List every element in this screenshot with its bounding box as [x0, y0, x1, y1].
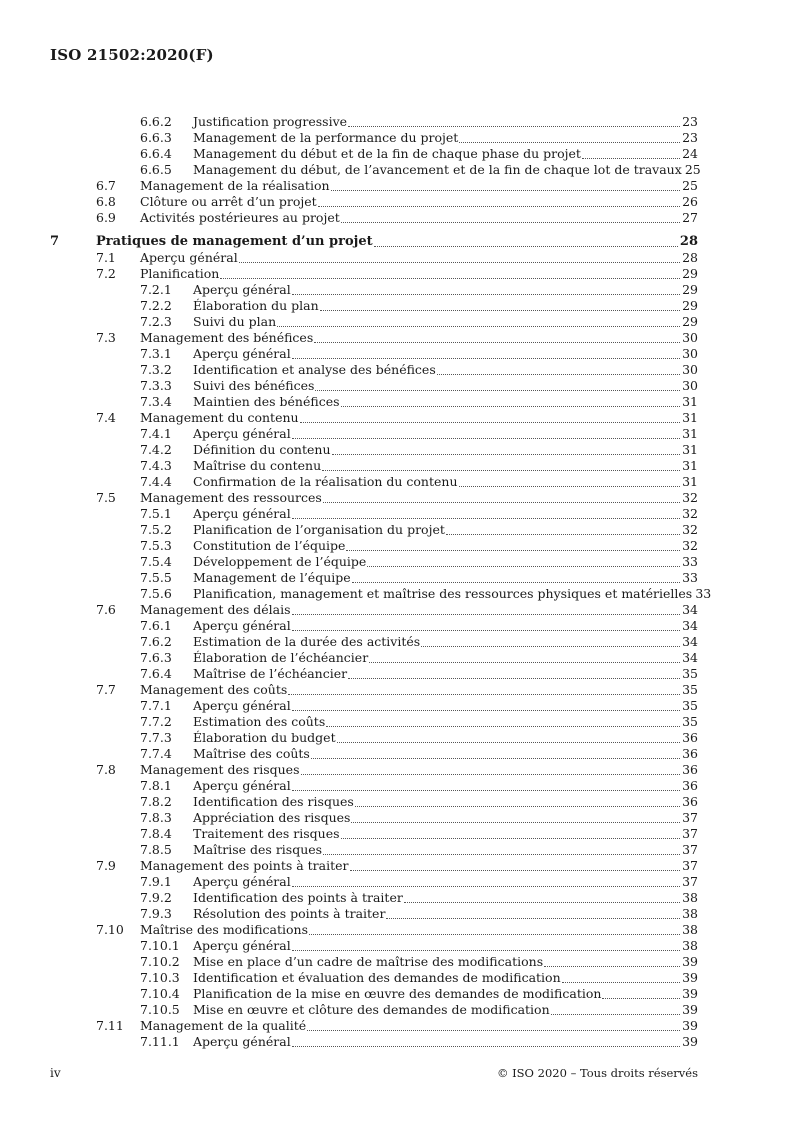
toc-entry-page: 31 [682, 394, 698, 409]
toc-entry[interactable] [50, 922, 698, 938]
toc-entry-number: 7.5.3 [140, 538, 172, 553]
toc-entry-number: 7.10.4 [140, 986, 180, 1001]
toc-entry-number: 7.10.1 [140, 938, 180, 953]
dot-leader [346, 550, 680, 551]
toc-entry-page: 32 [682, 490, 698, 505]
toc-entry-page: 36 [682, 746, 698, 761]
toc-entry-title: Traitement des risques [193, 826, 340, 841]
dot-leader [288, 694, 680, 695]
toc-entry-title: Identification des points à traiter [193, 890, 403, 905]
toc-entry-page: 38 [682, 906, 698, 921]
dot-leader [323, 854, 680, 855]
toc-entry-title: Management du début et de la fin de chaque phase du projet [193, 146, 581, 161]
toc-entry-number: 7.4.4 [140, 474, 172, 489]
toc-entry-title: Planification de la mise en œuvre des demandes de modification [193, 986, 602, 1001]
toc-entry-page: 37 [682, 842, 698, 857]
toc-entry-title: Aperçu général [193, 346, 291, 361]
toc-entry-title: Identification des risques [193, 794, 354, 809]
dot-leader [341, 838, 680, 839]
toc-entry-number: 7.8.4 [140, 826, 172, 841]
toc-entry-number: 7.9 [96, 858, 116, 873]
toc-entry-number: 7.10 [96, 922, 124, 937]
toc-entry[interactable] [50, 330, 698, 346]
toc-entry-page: 36 [682, 730, 698, 745]
toc-entry[interactable] [50, 730, 698, 746]
toc-entry-page: 31 [682, 474, 698, 489]
toc-entry-page: 39 [682, 1002, 698, 1017]
table-of-contents [50, 114, 712, 1050]
toc-entry-title: Mise en œuvre et clôture des demandes de modification [193, 1002, 550, 1017]
toc-entry[interactable] [50, 114, 698, 130]
page-number: iv [50, 1066, 61, 1080]
toc-entry-page: 39 [682, 986, 698, 1001]
dot-leader [292, 1046, 680, 1047]
toc-entry-page: 33 [682, 570, 698, 585]
toc-entry-title: Management de la performance du projet [193, 130, 459, 145]
toc-entry[interactable] [50, 666, 698, 682]
toc-entry-page: 34 [682, 618, 698, 633]
toc-entry-number: 7.7.3 [140, 730, 172, 745]
dot-leader [314, 342, 680, 343]
toc-entry[interactable] [50, 874, 698, 890]
toc-entry-title: Planification [140, 266, 220, 281]
toc-entry[interactable] [50, 682, 698, 698]
toc-entry[interactable] [50, 282, 698, 298]
toc-entry[interactable] [50, 826, 698, 842]
toc-entry[interactable] [50, 954, 698, 970]
toc-entry[interactable] [50, 778, 698, 794]
toc-entry-title: Aperçu général [140, 250, 238, 265]
toc-entry[interactable] [50, 458, 698, 474]
toc-entry-title: Appréciation des risques [193, 810, 351, 825]
toc-entry-page: 34 [682, 634, 698, 649]
toc-entry-number: 7.8.5 [140, 842, 172, 857]
toc-entry-page: 32 [682, 522, 698, 537]
toc-entry[interactable] [50, 266, 698, 282]
toc-entry[interactable] [50, 234, 698, 250]
toc-entry[interactable] [50, 586, 712, 602]
toc-entry-page: 35 [682, 682, 698, 697]
dot-leader [582, 158, 680, 159]
toc-entry[interactable] [50, 410, 698, 426]
dot-leader [220, 278, 680, 279]
toc-entry-number: 6.6.5 [140, 162, 172, 177]
dot-leader [292, 630, 680, 631]
toc-entry-page: 27 [682, 210, 698, 225]
toc-entry[interactable] [50, 442, 698, 458]
toc-entry-title: Aperçu général [193, 698, 291, 713]
toc-entry[interactable] [50, 650, 698, 666]
toc-entry[interactable] [50, 858, 698, 874]
toc-entry-title: Management des coûts [140, 682, 288, 697]
dot-leader [355, 806, 680, 807]
toc-entry-title: Maîtrise de l’échéancier [193, 666, 348, 681]
dot-leader [337, 742, 680, 743]
toc-entry-number: 7.3.3 [140, 378, 172, 393]
toc-entry-title: Identification et analyse des bénéfices [193, 362, 436, 377]
dot-leader [292, 358, 680, 359]
toc-entry[interactable] [50, 314, 698, 330]
dot-leader [386, 918, 680, 919]
dot-leader [404, 902, 680, 903]
toc-entry-title: Identification et évaluation des demandes de modification [193, 970, 561, 985]
toc-entry-title: Management des bénéfices [140, 330, 314, 345]
toc-entry-page: 33 [682, 554, 698, 569]
toc-entry-number: 7.9.1 [140, 874, 172, 889]
dot-leader [459, 142, 680, 143]
toc-entry-title: Aperçu général [193, 426, 291, 441]
dot-leader [292, 438, 680, 439]
toc-entry[interactable] [50, 890, 698, 906]
toc-entry[interactable] [50, 1034, 698, 1050]
toc-entry-number: 7.7.1 [140, 698, 172, 713]
toc-entry-number: 7.2.2 [140, 298, 172, 313]
toc-entry[interactable] [50, 970, 698, 986]
toc-entry-number: 7.10.5 [140, 1002, 180, 1017]
dot-leader [292, 790, 680, 791]
toc-entry-title: Activités postérieures au projet [140, 210, 340, 225]
toc-entry-number: 7.4.3 [140, 458, 172, 473]
toc-entry-title: Résolution des points à traiter [193, 906, 386, 921]
toc-entry[interactable] [50, 634, 698, 650]
toc-entry[interactable] [50, 146, 698, 162]
toc-entry[interactable] [50, 178, 698, 194]
toc-entry-number: 7.11 [96, 1018, 124, 1033]
toc-entry-title: Management des risques [140, 762, 300, 777]
toc-entry-title: Planification, management et maîtrise des ressources physiques et matérielles [193, 586, 693, 601]
toc-entry-page: 31 [682, 410, 698, 425]
dot-leader [239, 262, 680, 263]
dot-leader [341, 406, 680, 407]
toc-entry-title: Estimation de la durée des activités [193, 634, 421, 649]
toc-entry-page: 26 [682, 194, 698, 209]
dot-leader [341, 222, 680, 223]
toc-entry[interactable] [50, 794, 698, 810]
toc-entry-number: 6.6.3 [140, 130, 172, 145]
dot-leader [300, 422, 680, 423]
toc-entry[interactable] [50, 474, 698, 490]
dot-leader [292, 294, 680, 295]
toc-entry[interactable] [50, 130, 698, 146]
toc-entry-number: 7.6.2 [140, 634, 172, 649]
toc-entry-number: 7.8.3 [140, 810, 172, 825]
toc-entry-page: 38 [682, 890, 698, 905]
toc-entry-title: Management de la réalisation [140, 178, 330, 193]
toc-entry-page: 29 [682, 314, 698, 329]
toc-entry-number: 7.5.4 [140, 554, 172, 569]
toc-entry-page: 31 [682, 426, 698, 441]
toc-entry[interactable] [50, 1018, 698, 1034]
toc-entry-page: 39 [682, 970, 698, 985]
toc-entry-title: Pratiques de management d’un projet [96, 234, 373, 249]
dot-leader [437, 374, 680, 375]
toc-entry[interactable] [50, 378, 698, 394]
toc-entry-number: 7.5.6 [140, 586, 172, 601]
toc-entry-title: Développement de l’équipe [193, 554, 367, 569]
toc-entry-number: 7.7 [96, 682, 116, 697]
toc-entry-title: Management des délais [140, 602, 291, 617]
toc-entry-page: 36 [682, 794, 698, 809]
toc-entry-title: Maîtrise des modifications [140, 922, 308, 937]
toc-entry-page: 29 [682, 298, 698, 313]
toc-entry[interactable] [50, 490, 698, 506]
toc-entry-page: 30 [682, 378, 698, 393]
toc-entry[interactable] [50, 714, 698, 730]
dot-leader [351, 822, 680, 823]
dot-leader [320, 310, 680, 311]
toc-entry-page: 29 [682, 282, 698, 297]
dot-leader [350, 870, 681, 871]
dot-leader [374, 246, 678, 247]
toc-entry-page: 39 [682, 1018, 698, 1033]
toc-entry-number: 7.4.2 [140, 442, 172, 457]
toc-entry-page: 36 [682, 778, 698, 793]
toc-entry-page: 39 [682, 1034, 698, 1049]
toc-entry-page: 32 [682, 506, 698, 521]
toc-entry[interactable] [50, 762, 698, 778]
toc-entry-page: 35 [682, 714, 698, 729]
toc-entry-page: 31 [682, 458, 698, 473]
toc-entry[interactable] [50, 698, 698, 714]
toc-entry-title: Aperçu général [193, 506, 291, 521]
toc-entry-number: 7.7.4 [140, 746, 172, 761]
dot-leader [309, 934, 680, 935]
toc-entry-number: 7.5.1 [140, 506, 172, 521]
toc-entry-number: 6.6.4 [140, 146, 172, 161]
toc-entry[interactable] [50, 298, 698, 314]
toc-entry-page: 28 [682, 250, 698, 265]
toc-entry-number: 7.3 [96, 330, 116, 345]
toc-entry[interactable] [50, 554, 698, 570]
toc-entry-page: 38 [682, 938, 698, 953]
toc-entry-page: 34 [682, 650, 698, 665]
toc-entry-number: 7.8 [96, 762, 116, 777]
toc-entry-title: Management des points à traiter [140, 858, 349, 873]
toc-entry-number: 6.9 [96, 210, 116, 225]
toc-entry-title: Élaboration de l’échéancier [193, 650, 369, 665]
toc-entry-page: 38 [682, 922, 698, 937]
dot-leader [292, 950, 680, 951]
toc-entry-number: 7.3.4 [140, 394, 172, 409]
dot-leader [602, 998, 680, 999]
toc-entry-number: 7.6 [96, 602, 116, 617]
dot-leader [446, 534, 680, 535]
dot-leader [551, 1014, 680, 1015]
toc-entry-number: 7.5.5 [140, 570, 172, 585]
toc-entry-page: 30 [682, 330, 698, 345]
toc-entry-title: Management des ressources [140, 490, 322, 505]
toc-entry-title: Confirmation de la réalisation du contenu [193, 474, 458, 489]
toc-entry-page: 25 [682, 178, 698, 193]
toc-entry-title: Justification progressive [193, 114, 348, 129]
toc-entry-page: 36 [682, 762, 698, 777]
toc-entry-title: Mise en place d’un cadre de maîtrise des modifications [193, 954, 544, 969]
toc-entry-number: 7.4 [96, 410, 116, 425]
document-id: ISO 21502:2020(F) [50, 46, 214, 64]
toc-entry-number: 7.2.1 [140, 282, 172, 297]
toc-entry[interactable] [50, 746, 698, 762]
toc-entry[interactable] [50, 362, 698, 378]
dot-leader [301, 774, 681, 775]
dot-leader [348, 678, 680, 679]
toc-entry-title: Suivi des bénéfices [193, 378, 315, 393]
dot-leader [369, 662, 680, 663]
dot-leader [311, 758, 680, 759]
dot-leader [292, 518, 680, 519]
toc-entry-page: 23 [682, 130, 698, 145]
toc-entry-number: 7.10.3 [140, 970, 180, 985]
dot-leader [348, 126, 680, 127]
toc-entry-number: 7.2.3 [140, 314, 172, 329]
toc-entry[interactable] [50, 1002, 698, 1018]
toc-entry-title: Maîtrise du contenu [193, 458, 322, 473]
dot-leader [421, 646, 680, 647]
dot-leader [367, 566, 680, 567]
toc-entry[interactable] [50, 426, 698, 442]
toc-entry-number: 7.10.2 [140, 954, 180, 969]
toc-entry-title: Aperçu général [193, 874, 291, 889]
toc-entry-number: 7.11.1 [140, 1034, 180, 1049]
toc-entry-title: Aperçu général [193, 938, 291, 953]
toc-entry-title: Maintien des bénéfices [193, 394, 340, 409]
toc-entry-title: Management du début, de l’avancement et de la fin de chaque lot de travaux [193, 162, 682, 177]
dot-leader [459, 486, 680, 487]
toc-entry[interactable] [50, 250, 698, 266]
toc-entry-number: 7.3.1 [140, 346, 172, 361]
toc-entry-page: 24 [682, 146, 698, 161]
toc-entry-title: Clôture ou arrêt d’un projet [140, 194, 317, 209]
toc-entry-page: 31 [682, 442, 698, 457]
toc-entry-page: 30 [682, 362, 698, 377]
toc-entry-title: Management de l’équipe [193, 570, 351, 585]
toc-entry[interactable] [50, 906, 698, 922]
dot-leader [331, 190, 680, 191]
toc-entry-number: 7.1 [96, 250, 116, 265]
dot-leader [562, 982, 680, 983]
dot-leader [315, 390, 680, 391]
toc-entry-page: 37 [682, 874, 698, 889]
toc-entry-page: 35 [682, 666, 698, 681]
toc-entry-title: Maîtrise des coûts [193, 746, 310, 761]
toc-entry-number: 6.6.2 [140, 114, 172, 129]
toc-entry[interactable] [50, 938, 698, 954]
toc-entry-number: 7.6.4 [140, 666, 172, 681]
toc-entry-page: 37 [682, 810, 698, 825]
dot-leader [352, 582, 680, 583]
toc-entry-page: 37 [682, 826, 698, 841]
toc-entry-title: Maîtrise des risques [193, 842, 323, 857]
dot-leader [277, 326, 680, 327]
toc-entry-page: 32 [682, 538, 698, 553]
toc-entry-number: 7.8.1 [140, 778, 172, 793]
toc-entry-title: Aperçu général [193, 282, 291, 297]
toc-entry-number: 7.8.2 [140, 794, 172, 809]
copyright-notice: © ISO 2020 – Tous droits réservés [496, 1066, 698, 1080]
toc-entry-title: Suivi du plan [193, 314, 277, 329]
toc-entry-number: 7.9.2 [140, 890, 172, 905]
toc-entry[interactable] [50, 570, 698, 586]
toc-entry-number: 7 [50, 234, 60, 249]
toc-entry-number: 7.2 [96, 266, 116, 281]
toc-entry-title: Aperçu général [193, 618, 291, 633]
toc-entry-title: Management de la qualité [140, 1018, 307, 1033]
toc-entry-page: 39 [682, 954, 698, 969]
toc-entry-page: 25 [684, 162, 701, 177]
toc-entry-title: Élaboration du plan [193, 298, 319, 313]
dot-leader [292, 614, 680, 615]
toc-entry[interactable] [50, 842, 698, 858]
toc-entry[interactable] [50, 618, 698, 634]
toc-entry-title: Aperçu général [193, 778, 291, 793]
toc-entry-title: Élaboration du budget [193, 730, 336, 745]
dot-leader [326, 726, 680, 727]
toc-entry[interactable] [50, 602, 698, 618]
toc-entry[interactable] [50, 986, 698, 1002]
dot-leader [307, 1030, 680, 1031]
toc-entry-page: 35 [682, 698, 698, 713]
toc-entry-title: Constitution de l’équipe [193, 538, 346, 553]
toc-entry[interactable] [50, 394, 698, 410]
dot-leader [332, 454, 681, 455]
toc-entry-number: 7.4.1 [140, 426, 172, 441]
dot-leader [323, 502, 680, 503]
toc-entry[interactable] [50, 538, 698, 554]
toc-entry-number: 7.7.2 [140, 714, 172, 729]
toc-entry-page: 23 [682, 114, 698, 129]
toc-entry-number: 7.9.3 [140, 906, 172, 921]
toc-entry-title: Planification de l’organisation du projet [193, 522, 445, 537]
toc-entry-number: 6.7 [96, 178, 116, 193]
toc-entry[interactable] [50, 162, 701, 178]
toc-entry-number: 7.3.2 [140, 362, 172, 377]
toc-entry-title: Estimation des coûts [193, 714, 326, 729]
toc-entry-number: 7.6.1 [140, 618, 172, 633]
toc-entry-page: 34 [682, 602, 698, 617]
toc-entry-number: 7.5 [96, 490, 116, 505]
toc-entry[interactable] [50, 194, 698, 210]
toc-entry-title: Aperçu général [193, 1034, 291, 1049]
toc-entry[interactable] [50, 346, 698, 362]
toc-entry-number: 6.8 [96, 194, 116, 209]
toc-entry-title: Management du contenu [140, 410, 299, 425]
toc-entry-page: 30 [682, 346, 698, 361]
dot-leader [544, 966, 680, 967]
toc-entry-page: 29 [682, 266, 698, 281]
toc-entry[interactable] [50, 522, 698, 538]
toc-entry-page: 28 [679, 234, 698, 249]
dot-leader [318, 206, 680, 207]
dot-leader [292, 710, 680, 711]
toc-entry-title: Définition du contenu [193, 442, 331, 457]
toc-entry-number: 7.5.2 [140, 522, 172, 537]
toc-entry[interactable] [50, 506, 698, 522]
dot-leader [322, 470, 680, 471]
dot-leader [292, 886, 680, 887]
toc-entry-page: 33 [695, 586, 712, 601]
toc-entry-page: 37 [682, 858, 698, 873]
toc-entry[interactable] [50, 810, 698, 826]
toc-entry[interactable] [50, 210, 698, 226]
toc-entry-number: 7.6.3 [140, 650, 172, 665]
